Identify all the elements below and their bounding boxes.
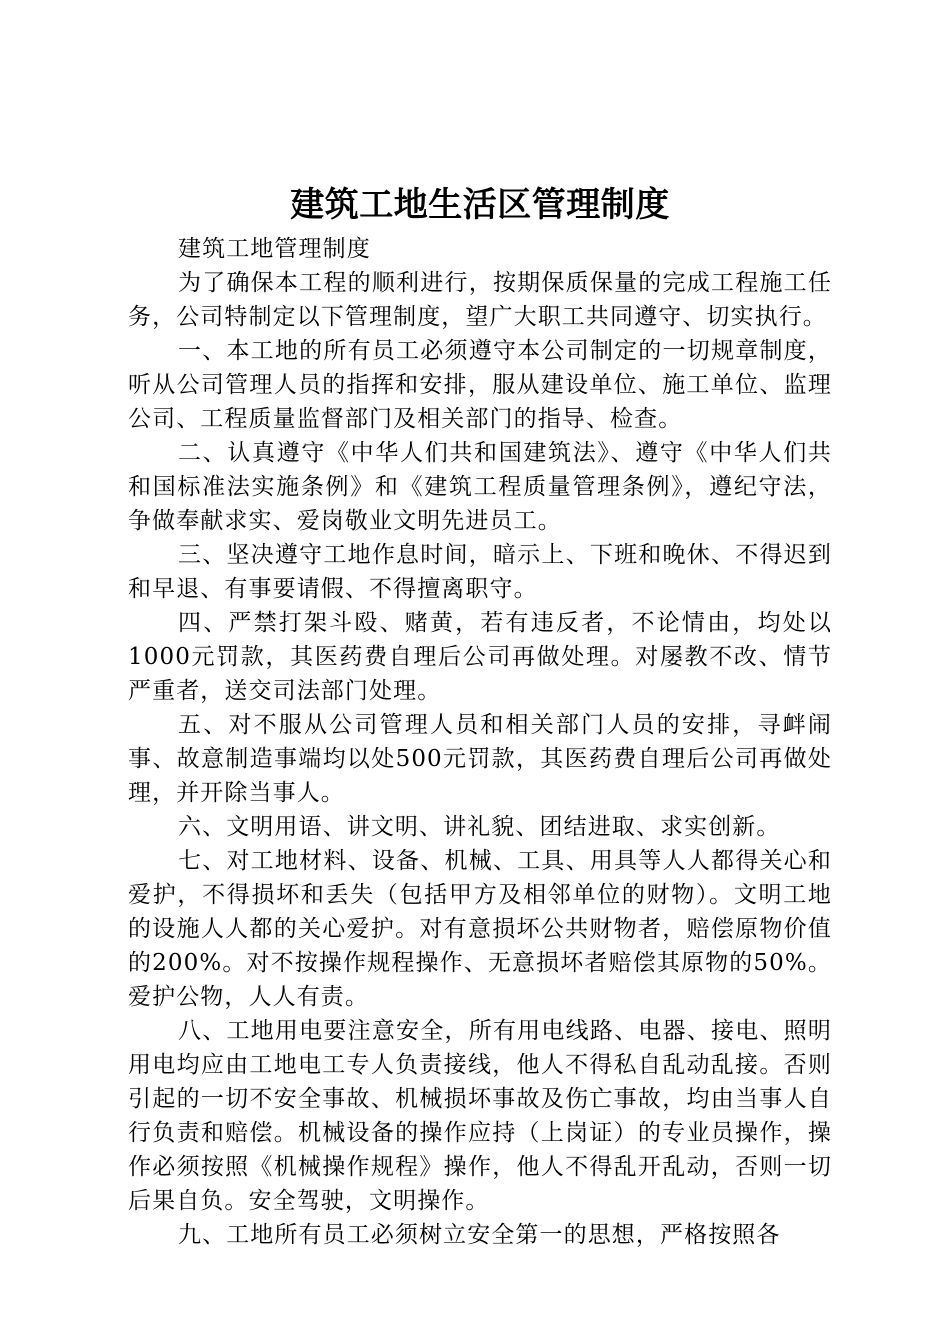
document-title: 建筑工地生活区管理制度 xyxy=(290,185,670,225)
paragraph-rule-4: 四、严禁打架斗殴、赌黄，若有违反者，不论情由，均处以1000元罚款，其医药费自理后公司再做处理。对屡教不改、情节严重者，送交司法部门处理。 xyxy=(128,610,832,704)
paragraph-rule-6: 六、文明用语、讲文明、讲礼貌、团结进取、求实创新。 xyxy=(178,814,781,840)
paragraph-rule-7: 七、对工地材料、设备、机械、工具、用具等人人都得关心和爱护，不得损坏和丢失（包括甲方及相邻单位的财物）。文明工地的设施人人都的关心爱护。对有意损坏公共财物者，赔偿原物价值的200%。对不按操作规程操作、无意损坏者赔偿其原物的50%。爱护公物，人人有责。 xyxy=(128,848,832,1010)
paragraph-intro: 为了确保本工程的顺利进行，按期保质保量的完成工程施工任务，公司特制定以下管理制度，望广大职工共同遵守、切实执行。 xyxy=(128,270,832,330)
paragraph-rule-8: 八、工地用电要注意安全，所有用电线路、电器、接电、照明用电均应由工地电工专人负责接线，他人不得私自乱动乱接。否则引起的一切不安全事故、机械损坏事故及伤亡事故，均由当事人自行负责和赔偿。机械设备的操作应持（上岗证）的专业员操作，操作必须按照《机械操作规程》操作，他人不得乱开乱动，否则一切后果自负。安全驾驶，文明操作。 xyxy=(128,1018,832,1214)
paragraph-subtitle: 建筑工地管理制度 xyxy=(178,236,371,262)
paragraph-rule-9: 九、工地所有员工必须树立安全第一的思想，严格按照各 xyxy=(178,1222,781,1248)
paragraph-rule-1: 一、本工地的所有员工必须遵守本公司制定的一切规章制度，听从公司管理人员的指挥和安排，服从建设单位、施工单位、监理公司、工程质量监督部门及相关部门的指导、检查。 xyxy=(128,338,832,432)
document-body xyxy=(128,232,832,1252)
paragraph-rule-5: 五、对不服从公司管理人员和相关部门人员的安排，寻衅闹事、故意制造事端均以处500元罚款，其医药费自理后公司再做处理，并开除当事人。 xyxy=(128,712,832,806)
paragraph-rule-2: 二、认真遵守《中华人们共和国建筑法》、遵守《中华人们共和国标准法实施条例》和《建筑工程质量管理条例》，遵纪守法，争做奉献求实、爱岗敬业文明先进员工。 xyxy=(128,440,832,534)
paragraph-rule-3: 三、坚决遵守工地作息时间，暗示上、下班和晚休、不得迟到和早退、有事要请假、不得擅离职守。 xyxy=(128,542,832,602)
document-page xyxy=(128,180,832,1252)
